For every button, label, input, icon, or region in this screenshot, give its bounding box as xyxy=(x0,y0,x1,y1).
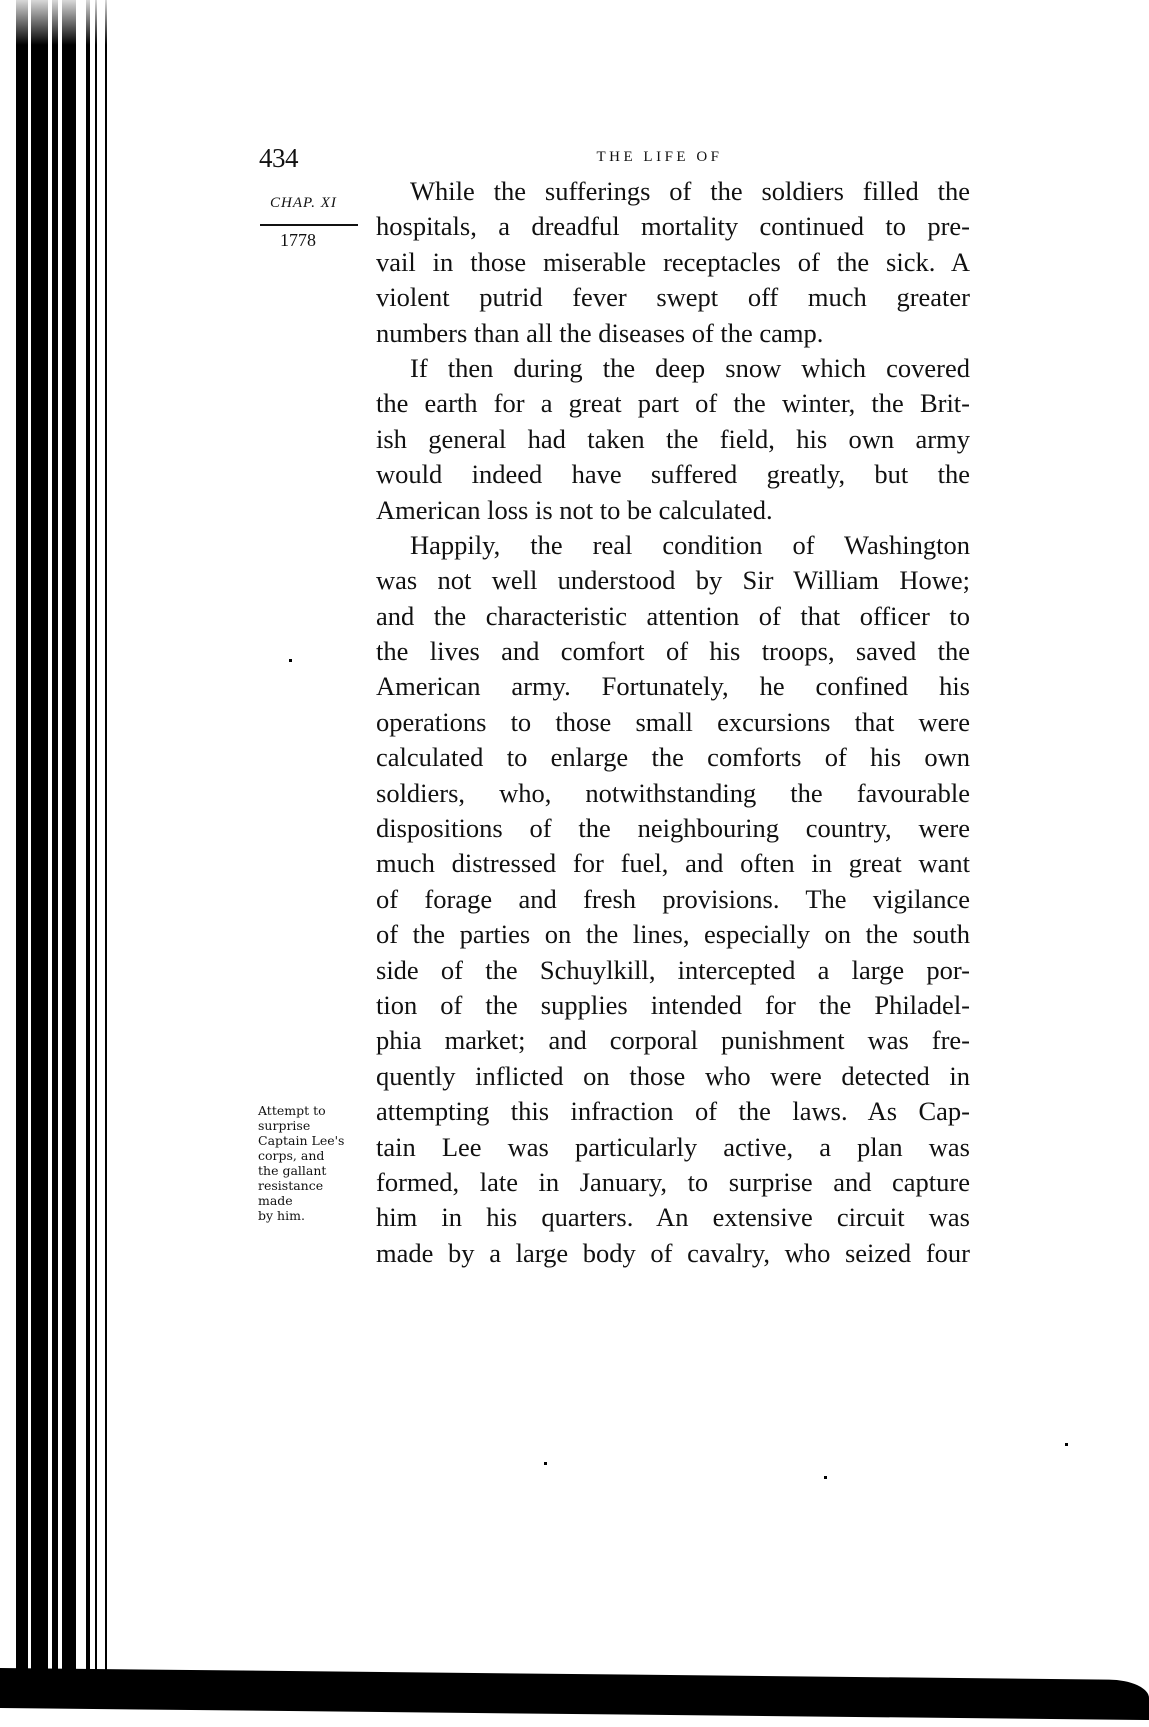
text-line: tion of the supplies intended for the Philadel- xyxy=(376,989,970,1020)
text-line: him in his quarters. An extensive circuit was xyxy=(376,1202,970,1233)
text-line: much distressed for fuel, and often in great want xyxy=(376,848,970,879)
text-line: numbers than all the diseases of the camp. xyxy=(376,317,824,348)
sidenote-line: by him. xyxy=(258,1208,305,1223)
paragraph-1 xyxy=(376,174,970,351)
text-line: the earth for a great part of the winter, the Brit- xyxy=(376,388,970,419)
text-line: attempting this infraction of the laws. As Cap- xyxy=(376,1096,970,1127)
text-line: of the parties on the lines, especially on the south xyxy=(376,919,970,950)
scan-speck xyxy=(544,1462,547,1465)
text-line: and the characteristic attention of that officer to xyxy=(376,600,970,631)
sidenote-line: corps, and xyxy=(258,1148,325,1163)
chapter-year: 1778 xyxy=(280,230,316,250)
text-line: formed, late in January, to surprise and capture xyxy=(376,1166,970,1197)
scanned-page-edge xyxy=(0,0,112,1680)
sidenote xyxy=(258,1103,358,1223)
text-line: tain Lee was particularly active, a plan was xyxy=(376,1131,970,1162)
sidenote-line: surprise xyxy=(258,1118,311,1133)
scan-speck xyxy=(824,1476,827,1479)
text-line: American army. Fortunately, he confined his xyxy=(376,671,970,702)
body-text xyxy=(376,174,970,1271)
sidenote-line: Attempt to xyxy=(258,1103,326,1118)
text-line: phia market; and corporal punishment was fre- xyxy=(376,1025,970,1056)
scan-speck xyxy=(289,659,292,662)
paragraph-2 xyxy=(376,351,970,528)
text-line: the lives and comfort of his troops, saved the xyxy=(376,636,970,667)
chapter-label: CHAP. XI xyxy=(270,195,337,211)
text-line: side of the Schuylkill, intercepted a large por- xyxy=(376,954,970,985)
sidenote-line: resistance xyxy=(258,1178,324,1193)
text-line: While the sufferings of the soldiers filled the xyxy=(410,176,970,206)
text-line: operations to those small excursions that were xyxy=(376,706,970,737)
text-line: quently inflicted on those who were detected in xyxy=(376,1060,970,1091)
text-line: vail in those miserable receptacles of the sick. A xyxy=(376,246,970,277)
page-edge-fade xyxy=(0,0,112,45)
paragraph-3 xyxy=(376,528,970,1271)
text-line: hospitals, a dreadful mortality continued to pre- xyxy=(376,211,970,242)
text-line: of forage and fresh provisions. The vigilance xyxy=(376,883,970,914)
running-title: THE LIFE OF xyxy=(596,149,723,165)
text-line: soldiers, who, notwithstanding the favourable xyxy=(376,777,970,808)
sidenote-line: made xyxy=(258,1193,293,1208)
text-line: made by a large body of cavalry, who seized four xyxy=(376,1237,970,1268)
scan-speck xyxy=(1065,1443,1068,1446)
text-line: Happily, the real condition of Washington xyxy=(410,529,970,560)
text-line: If then during the deep snow which covered xyxy=(410,352,970,383)
text-line: would indeed have suffered greatly, but the xyxy=(376,459,970,490)
text-line: dispositions of the neighbouring country, were xyxy=(376,813,970,844)
scanned-bottom-edge xyxy=(0,1668,1149,1720)
page-number: 434 xyxy=(259,143,298,173)
sidenote-line: Captain Lee's xyxy=(258,1133,345,1148)
text-line: calculated to enlarge the comforts of his own xyxy=(376,742,970,773)
sidenote-line: the gallant xyxy=(258,1163,327,1178)
text-line: violent putrid fever swept off much greater xyxy=(376,282,970,313)
text-line: American loss is not to be calculated. xyxy=(376,494,773,525)
text-line: was not well understood by Sir William Howe; xyxy=(376,565,970,596)
margin-column xyxy=(258,193,358,251)
chapter-rule xyxy=(260,224,358,226)
text-line: ish general had taken the field, his own army xyxy=(376,423,970,454)
